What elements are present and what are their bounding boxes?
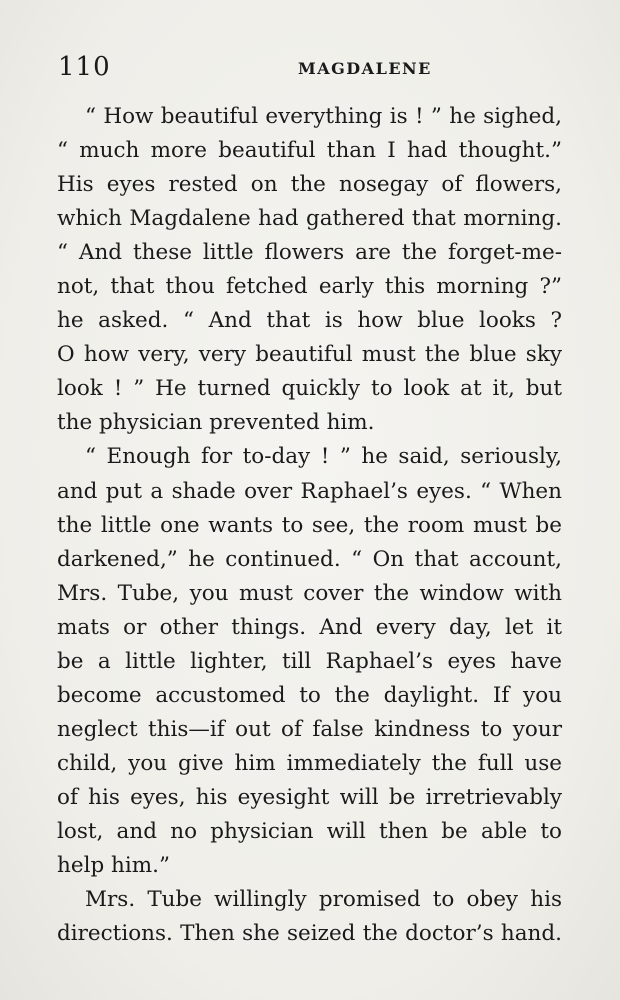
text-line: help him.” <box>57 853 170 879</box>
text-line: not, that thou fetched early this morning ?” <box>57 274 562 300</box>
text-line: “ How beautiful everything is ! ” he sighed, <box>85 104 562 129</box>
text-line: directions. Then she seized the doctor’s hand. <box>57 921 562 947</box>
text-line: neglect this—if out of false kindness to your <box>57 716 562 742</box>
text-line: darkened,” he continued. “ On that account, <box>57 546 562 572</box>
page-header <box>58 52 566 84</box>
text-line: O how very, very beautiful must the blue sky <box>57 342 562 368</box>
text-line: Mrs. Tube willingly promised to obey his <box>85 887 562 913</box>
running-head: MAGDALENE <box>298 59 432 78</box>
text-line: which Magdalene had gathered that morning. <box>57 206 562 232</box>
text-line: look ! ” He turned quickly to look at it, but <box>57 376 562 402</box>
body-text <box>57 100 562 951</box>
text-line: His eyes rested on the nosegay of flowers, <box>57 172 562 198</box>
text-line: Mrs. Tube, you must cover the window with <box>57 580 562 606</box>
text-line: “ Enough for to-day ! ” he said, seriously, <box>85 444 562 470</box>
text-line: of his eyes, his eyesight will be irretrievably <box>57 784 562 810</box>
text-line: become accustomed to the daylight. If you <box>57 682 562 708</box>
text-line: and put a shade over Raphael’s eyes. “ When <box>57 478 562 504</box>
text-line: the little one wants to see, the room must be <box>57 512 562 538</box>
text-line: he asked. “ And that is how blue looks ? <box>57 308 562 334</box>
text-line: lost, and no physician will then be able to <box>57 818 562 844</box>
text-line: the physician prevented him. <box>57 410 375 436</box>
text-line: be a little lighter, till Raphael’s eyes have <box>57 648 562 674</box>
page-number: 110 <box>58 52 111 82</box>
text-line: mats or other things. And every day, let it <box>57 614 562 640</box>
text-line: “ And these little flowers are the forget-me- <box>57 240 562 266</box>
text-line: child, you give him immediately the full use <box>57 750 562 776</box>
text-line: “ much more beautiful than I had thought.” <box>57 138 562 164</box>
